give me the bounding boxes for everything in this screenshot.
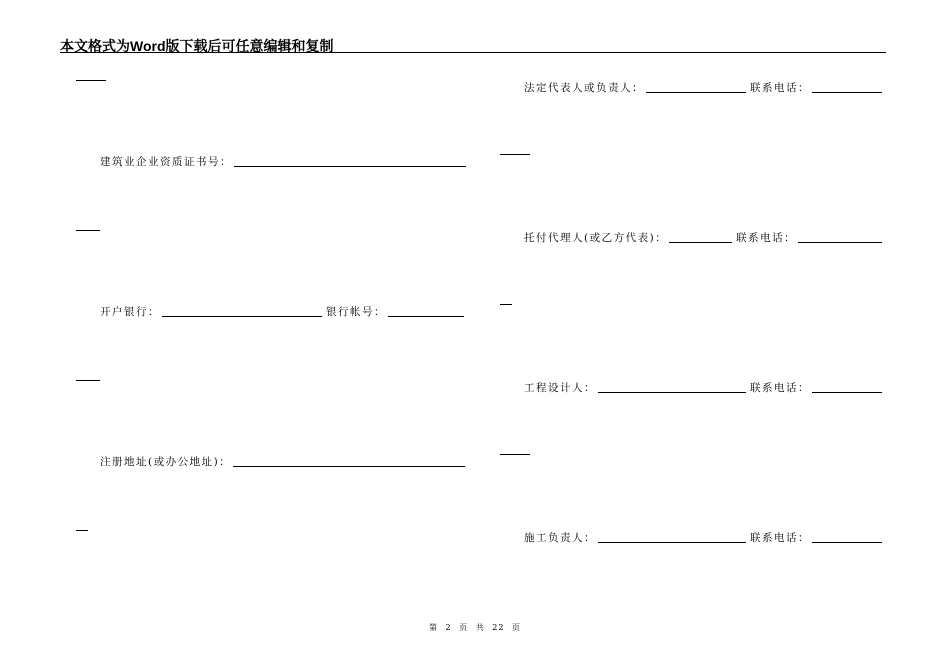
legal-rep-label: 法定代表人或负责人： bbox=[524, 82, 644, 94]
phone-blank-1[interactable] bbox=[812, 92, 882, 93]
legal-rep-blank[interactable] bbox=[646, 92, 746, 93]
page-unit: 页 bbox=[459, 623, 469, 632]
phone-label-2: 联系电话： bbox=[736, 232, 797, 244]
right-stub-row-3 bbox=[500, 454, 886, 455]
construction-head-label: 施工负责人： bbox=[524, 532, 596, 544]
total-unit: 页 bbox=[512, 623, 521, 632]
left-stub-row-4 bbox=[76, 530, 476, 531]
address-blank[interactable] bbox=[233, 466, 465, 467]
construction-head-row bbox=[524, 530, 886, 545]
phone-blank-4[interactable] bbox=[812, 542, 882, 543]
construction-head-blank[interactable] bbox=[598, 542, 746, 543]
left-stub-row-2 bbox=[76, 230, 476, 231]
designer-blank[interactable] bbox=[598, 392, 746, 393]
legal-rep-row bbox=[524, 80, 886, 95]
designer-label: 工程设计人： bbox=[524, 382, 596, 394]
address-label: 注册地址(或办公地址)： bbox=[100, 456, 232, 468]
construction-cert-label: 建筑业企业资质证书号： bbox=[100, 156, 232, 168]
continuation-blank bbox=[500, 154, 530, 155]
phone-blank-3[interactable] bbox=[812, 392, 882, 393]
continuation-blank bbox=[76, 530, 88, 531]
account-label: 银行帐号： bbox=[326, 306, 386, 318]
agent-row bbox=[524, 230, 886, 245]
agent-label: 托付代理人(或乙方代表)： bbox=[524, 232, 668, 244]
total-prefix: 共 bbox=[475, 623, 485, 632]
left-stub-row-3 bbox=[76, 380, 476, 381]
left-column bbox=[76, 0, 476, 600]
continuation-blank bbox=[76, 380, 100, 381]
phone-blank-2[interactable] bbox=[798, 242, 882, 243]
page-footer bbox=[0, 622, 950, 633]
bank-row bbox=[100, 304, 476, 319]
right-stub-row-2 bbox=[500, 304, 886, 305]
construction-cert-row bbox=[100, 154, 476, 169]
page-total: 22 bbox=[492, 623, 505, 632]
continuation-blank bbox=[500, 454, 530, 455]
bank-label: 开户银行： bbox=[100, 306, 160, 318]
phone-label-1: 联系电话： bbox=[750, 82, 810, 94]
continuation-blank bbox=[500, 304, 512, 305]
page-current: 2 bbox=[445, 623, 452, 632]
bank-blank[interactable] bbox=[162, 316, 322, 317]
construction-cert-blank[interactable] bbox=[234, 166, 466, 167]
right-column bbox=[500, 0, 886, 600]
agent-blank[interactable] bbox=[669, 242, 732, 243]
document-header-title: 本文格式为Word版下载后可任意编辑和复制 bbox=[60, 38, 334, 54]
left-stub-row-1 bbox=[76, 80, 476, 81]
right-stub-row-1 bbox=[500, 154, 886, 155]
page-prefix: 第 bbox=[428, 623, 438, 632]
continuation-blank bbox=[76, 80, 106, 81]
account-blank[interactable] bbox=[388, 316, 464, 317]
designer-row bbox=[524, 380, 886, 395]
continuation-blank bbox=[76, 230, 100, 231]
phone-label-3: 联系电话： bbox=[750, 382, 810, 394]
address-row bbox=[100, 454, 476, 469]
phone-label-4: 联系电话： bbox=[750, 532, 810, 544]
